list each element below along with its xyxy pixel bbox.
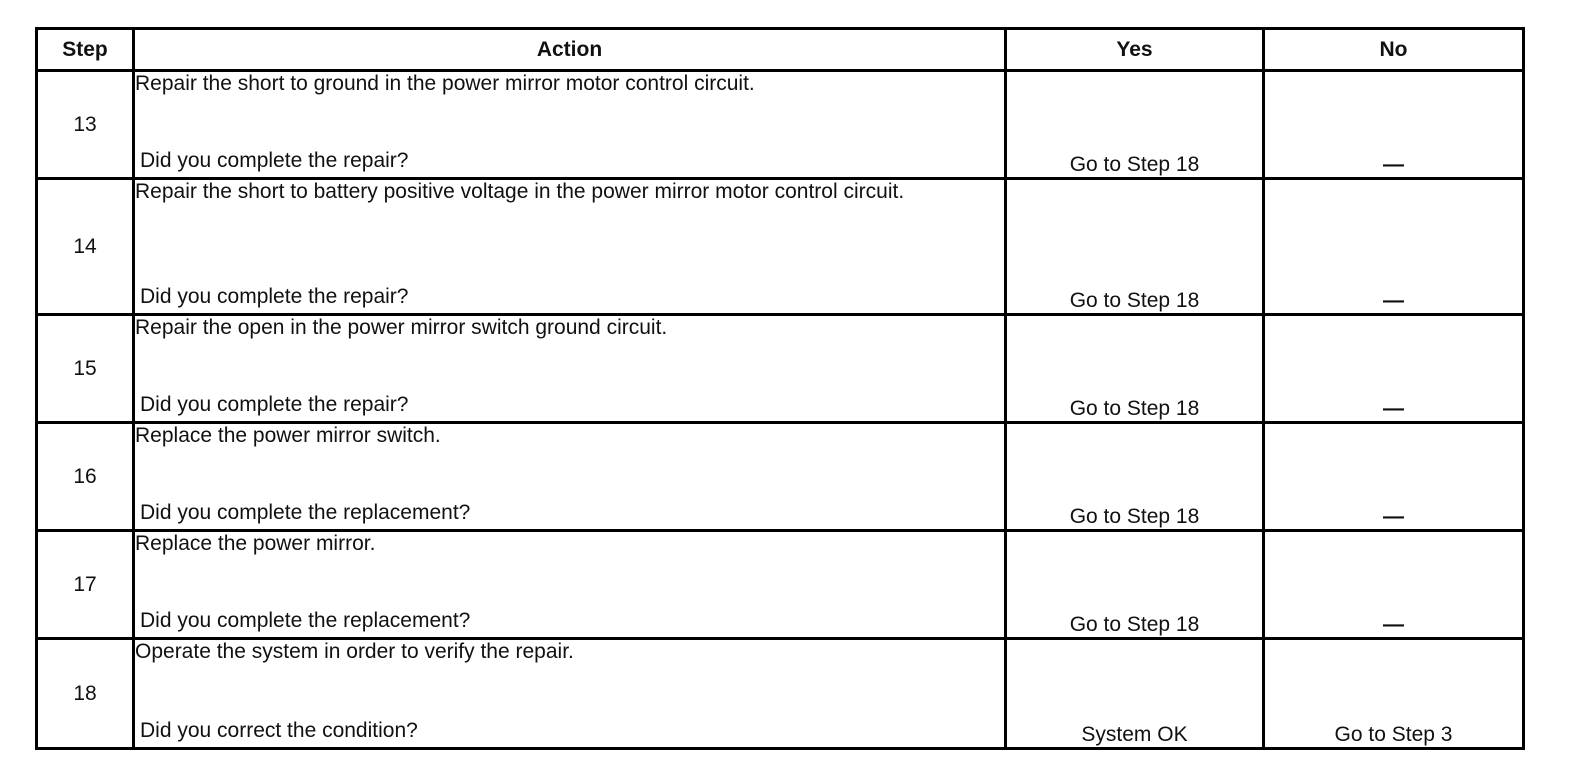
header-no: No: [1264, 29, 1524, 71]
action-text: Repair the short to battery positive voltage in the power mirror motor control circuit.: [135, 180, 905, 203]
table-row: [37, 179, 1524, 315]
yes-result: Go to Step 18: [1006, 315, 1264, 423]
diagnostic-table: [35, 27, 1525, 750]
step-number: 13: [37, 71, 134, 179]
no-result: —: [1264, 315, 1524, 423]
action-question: Did you complete the repair?: [140, 285, 409, 308]
action-text: Repair the open in the power mirror switch ground circuit.: [135, 316, 668, 339]
yes-result: Go to Step 18: [1006, 423, 1264, 531]
action-text: Operate the system in order to verify the repair.: [135, 640, 574, 663]
table-row: [37, 71, 1524, 179]
step-number: 14: [37, 179, 134, 315]
yes-result: Go to Step 18: [1006, 531, 1264, 639]
no-result: —: [1264, 531, 1524, 639]
no-result: —: [1264, 423, 1524, 531]
action-cell: [134, 315, 1006, 423]
action-cell: [134, 179, 1006, 315]
header-row: [37, 29, 1524, 71]
no-result: —: [1264, 179, 1524, 315]
action-cell: [134, 639, 1006, 749]
header-yes: Yes: [1006, 29, 1264, 71]
action-question: Did you complete the repair?: [140, 393, 409, 416]
step-number: 16: [37, 423, 134, 531]
header-action: Action: [134, 29, 1006, 71]
table-row: [37, 315, 1524, 423]
action-question: Did you complete the repair?: [140, 149, 409, 172]
table-row: [37, 423, 1524, 531]
yes-result: Go to Step 18: [1006, 71, 1264, 179]
action-text: Repair the short to ground in the power mirror motor control circuit.: [135, 72, 755, 95]
action-text: Replace the power mirror switch.: [135, 424, 441, 447]
table-row: [37, 639, 1524, 749]
yes-result: System OK: [1006, 639, 1264, 749]
action-cell: [134, 423, 1006, 531]
step-number: 18: [37, 639, 134, 749]
no-result: —: [1264, 71, 1524, 179]
header-step: Step: [37, 29, 134, 71]
step-number: 15: [37, 315, 134, 423]
action-question: Did you complete the replacement?: [140, 501, 471, 524]
table-row: [37, 531, 1524, 639]
action-cell: [134, 71, 1006, 179]
yes-result: Go to Step 18: [1006, 179, 1264, 315]
action-question: Did you complete the replacement?: [140, 609, 471, 632]
action-cell: [134, 531, 1006, 639]
action-question: Did you correct the condition?: [140, 719, 418, 742]
action-text: Replace the power mirror.: [135, 532, 376, 555]
step-number: 17: [37, 531, 134, 639]
no-result: Go to Step 3: [1264, 639, 1524, 749]
